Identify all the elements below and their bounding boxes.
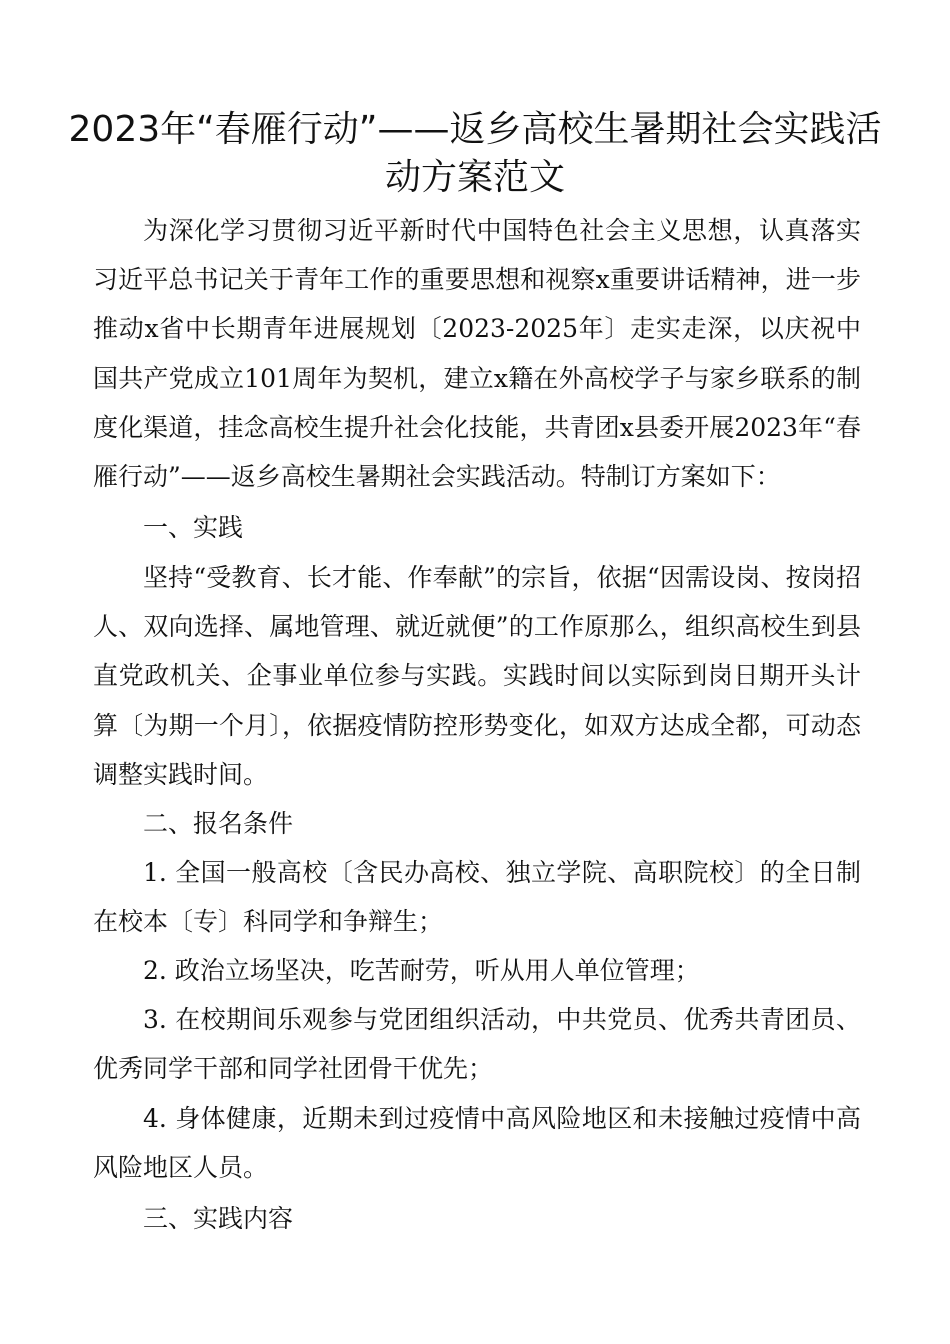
practice-paragraph: 坚持“受教育、长才能、作奉献”的宗旨，依据“因需设岗、按岗招人、双向选择、属地管理、就近就便”的工作原那么，组织高校生到县直党政机关、企事业单位参与实践。实践时间以实际到岗日期开头计算〔为期一个月〕，依据疫情防控形势变化，如双方达成全都，可动态调整实践时间。 [93, 563, 861, 789]
intro-paragraph: 为深化学习贯彻习近平新时代中国特色社会主义思想，认真落实习近平总书记关于青年工作的重要思想和视察x重要讲话精神，进一步推动x省中长期青年进展规划〔2023-2025年〕走实走深，以庆祝中国共产党成立101周年为契机，建立x籍在外高校学子与家乡联系的制度化渠道，挂念高校生提升社会化技能，共青团x县委开展2023年“春雁行动”——返乡高校生暑期社会实践活动。特制订方案如下： [93, 216, 861, 492]
requirement-item-2: 2. 政治立场坚决，吃苦耐劳，听从用人单位管理； [143, 956, 700, 985]
section-heading-practice: 一、实践 [143, 513, 244, 542]
document-title: 2023年“春雁行动”——返乡高校生暑期社会实践活动方案范文 [68, 109, 882, 198]
requirement-item-4: 4. 身体健康，近期未到过疫情中高风险地区和未接触过疫情中高风险地区人员。 [93, 1104, 861, 1183]
section-heading-requirements: 二、报名条件 [143, 809, 294, 838]
requirement-item-3: 3. 在校期间乐观参与党团组织活动，中共党员、优秀共青团员、优秀同学干部和同学社团骨干优先； [93, 1005, 861, 1084]
section-heading-content: 三、实践内容 [143, 1204, 294, 1233]
requirement-item-1: 1. 全国一般高校〔含民办高校、独立学院、高职院校〕的全日制在校本〔专〕科同学和争辩生； [93, 858, 861, 937]
